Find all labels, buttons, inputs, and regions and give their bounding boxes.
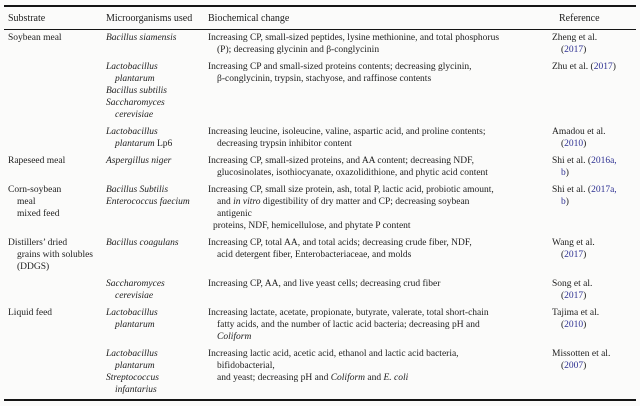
table-row — [4, 182, 636, 235]
text-line — [552, 237, 636, 249]
microorganisms-cell — [106, 305, 208, 346]
text-line — [106, 109, 208, 121]
text-line — [208, 319, 552, 331]
substrate-cell — [4, 59, 106, 124]
text-segment: ) — [583, 250, 587, 260]
text-segment: Rapeseed meal — [8, 156, 66, 166]
text-segment: ( — [561, 291, 565, 301]
text-line — [8, 307, 106, 319]
text-line — [208, 126, 552, 138]
table-header-row — [4, 6, 636, 30]
text-segment: Increasing CP, small size protein, ash, total P, lactic acid, probiotic amount, — [208, 185, 494, 195]
text-line — [552, 348, 636, 360]
substrate-cell — [4, 235, 106, 276]
reference-cell — [552, 305, 636, 346]
text-line — [208, 208, 552, 220]
text-line — [106, 307, 208, 319]
table-row — [4, 30, 636, 60]
text-segment: antigenic — [217, 209, 252, 219]
feed-fermentation-table — [4, 5, 636, 401]
table-row — [4, 59, 636, 124]
text-segment: ( — [561, 139, 565, 149]
citation-link[interactable]: 2010 — [564, 139, 584, 149]
text-segment: proteins, NDF, hemicellulose, and phytate P content — [213, 221, 411, 231]
biochemical-change-cell — [208, 59, 552, 124]
citation-link[interactable]: 2010 — [564, 320, 584, 330]
microorganisms-cell — [106, 124, 208, 153]
text-line — [106, 384, 208, 396]
substrate-cell — [4, 305, 106, 346]
substrate-cell — [4, 276, 106, 305]
text-segment: ) — [583, 291, 587, 301]
text-line — [208, 73, 552, 85]
biochemical-change-cell — [208, 305, 552, 346]
substrate-cell — [4, 153, 106, 182]
text-line — [106, 360, 208, 372]
table-row — [4, 235, 636, 276]
microorganisms-cell — [106, 30, 208, 60]
text-line — [208, 155, 552, 167]
text-segment: Saccharomyces — [106, 279, 165, 289]
text-segment: cerevisiae — [115, 110, 154, 120]
text-segment: Increasing CP, small-sized peptides, lysine methionine, and total phosphorus — [208, 33, 500, 43]
text-segment: Tajima et al. — [552, 308, 600, 318]
text-segment: Soybean meal — [8, 33, 62, 43]
microorganisms-cell — [106, 182, 208, 235]
microorganisms-cell — [106, 235, 208, 276]
citation-link[interactable]: b — [561, 168, 566, 178]
text-line — [8, 208, 106, 220]
citation-link[interactable]: b — [561, 197, 566, 207]
text-segment: Amadou et al. — [552, 127, 606, 137]
text-segment: ) — [583, 139, 587, 149]
reference-cell — [552, 276, 636, 305]
text-segment: Coliform — [217, 332, 252, 342]
text-line — [106, 155, 208, 167]
biochemical-change-cell — [208, 30, 552, 60]
table-row — [4, 346, 636, 400]
text-segment: plantarum — [115, 139, 155, 149]
text-segment: grains with solubles — [17, 250, 93, 260]
text-segment: and — [365, 373, 384, 383]
text-line — [106, 184, 208, 196]
text-segment: (DDGS) — [17, 262, 50, 272]
column-header-biochemical-change: Biochemical change — [208, 6, 552, 30]
text-line — [552, 319, 636, 331]
text-segment: glucosinolates, isothiocyanate, oxazolidithione, and phytic acid content — [217, 168, 488, 178]
text-segment: Liquid feed — [8, 308, 53, 318]
table-row — [4, 153, 636, 182]
text-segment: Bacillus Subtilis — [106, 185, 169, 195]
citation-link[interactable]: 2017a, — [591, 185, 617, 195]
text-segment: fatty acids, and the number of lactic acid bacteria; decreasing pH and — [217, 320, 480, 330]
text-segment: Corn-soybean — [8, 185, 62, 195]
text-segment: Increasing lactic acid, acetic acid, ethanol and lactic acid bacteria, — [208, 349, 459, 359]
text-segment: Increasing CP, small-sized proteins, and AA content; decreasing NDF, — [208, 156, 474, 166]
microorganisms-cell — [106, 346, 208, 400]
text-line — [552, 138, 636, 150]
text-line — [106, 278, 208, 290]
text-line — [208, 138, 552, 150]
text-line — [552, 167, 636, 179]
text-line — [552, 307, 636, 319]
table-row — [4, 124, 636, 153]
reference-cell — [552, 30, 636, 60]
text-segment: Lactobacillus — [106, 308, 158, 318]
text-segment: decreasing trypsin inhibitor content — [217, 139, 352, 149]
text-line — [208, 61, 552, 73]
reference-cell — [552, 153, 636, 182]
text-line — [106, 85, 208, 97]
text-segment: ( — [561, 361, 565, 371]
text-segment: Distillers’ dried — [8, 238, 68, 248]
biochemical-change-cell — [208, 276, 552, 305]
text-segment: ) — [565, 168, 569, 178]
text-line — [552, 32, 636, 44]
text-segment: Lactobacillus — [106, 127, 158, 137]
biochemical-change-cell — [208, 235, 552, 276]
text-line — [208, 167, 552, 179]
text-line — [106, 97, 208, 109]
citation-link[interactable]: 2017 — [564, 291, 584, 301]
text-line — [106, 32, 208, 44]
microorganisms-cell — [106, 276, 208, 305]
text-segment: ) — [583, 361, 587, 371]
text-segment: β-conglycinin, trypsin, stachyose, and raffinose contents — [217, 74, 432, 84]
text-line — [208, 196, 552, 208]
text-segment: ( — [561, 320, 565, 330]
text-line — [106, 61, 208, 73]
text-line — [8, 196, 106, 208]
text-segment: acid detergent fiber, Enterobacteriaceae, and molds — [217, 250, 412, 260]
text-line — [208, 360, 552, 372]
table-body — [4, 30, 636, 401]
text-line — [552, 126, 636, 138]
text-segment: Bacillus subtilis — [106, 86, 167, 96]
text-line — [8, 32, 106, 44]
column-header-substrate: Substrate — [4, 6, 106, 30]
biochemical-change-cell — [208, 346, 552, 400]
text-segment: plantarum — [115, 320, 155, 330]
text-segment: plantarum — [115, 361, 155, 371]
text-segment: Bacillus siamensis — [106, 33, 177, 43]
text-segment: ) — [565, 197, 569, 207]
text-line — [208, 372, 552, 384]
text-segment: and yeast; decreasing pH and — [217, 373, 331, 383]
text-segment: Lactobacillus — [106, 349, 158, 359]
text-segment: Zheng et al. — [552, 33, 598, 43]
substrate-cell — [4, 182, 106, 235]
text-segment: Increasing CP and small-sized proteins contents; decreasing glycinin, — [208, 62, 472, 72]
text-line — [208, 348, 552, 360]
text-segment: cerevisiae — [115, 291, 154, 301]
text-segment: ) — [583, 45, 587, 55]
text-segment: ( — [561, 250, 565, 260]
text-segment: ) — [612, 62, 616, 72]
text-line — [552, 184, 636, 196]
text-segment: (P); decreasing glycinin and β-conglycinin — [217, 45, 380, 55]
text-line — [106, 319, 208, 331]
reference-cell — [552, 346, 636, 400]
text-segment: Aspergillus niger — [106, 156, 172, 166]
text-line — [208, 32, 552, 44]
text-segment: Wang et al. — [552, 238, 595, 248]
text-segment: Bacillus coagulans — [106, 238, 179, 248]
text-line — [106, 372, 208, 384]
text-segment: Missotten et al. — [552, 349, 611, 359]
biochemical-change-cell — [208, 153, 552, 182]
text-line — [552, 290, 636, 302]
text-line — [106, 196, 208, 208]
text-segment: in vitro — [233, 197, 261, 207]
text-segment: Coliform — [330, 373, 366, 383]
reference-cell — [552, 59, 636, 124]
text-line — [552, 61, 636, 73]
microorganisms-cell — [106, 153, 208, 182]
text-line — [208, 220, 552, 232]
text-line — [106, 290, 208, 302]
text-line — [208, 249, 552, 261]
text-line — [552, 155, 636, 167]
column-header-microorganisms: Microorganisms used — [106, 6, 208, 30]
text-line — [106, 126, 208, 138]
text-segment: Saccharomyces — [106, 98, 165, 108]
citation-link[interactable]: 2017 — [564, 45, 584, 55]
text-segment: Song et al. — [552, 279, 593, 289]
biochemical-change-cell — [208, 182, 552, 235]
text-line — [106, 237, 208, 249]
text-segment: plantarum — [115, 74, 155, 84]
citation-link[interactable]: 2017 — [564, 250, 584, 260]
biochemical-change-cell — [208, 124, 552, 153]
citation-link[interactable]: 2016a, — [591, 156, 617, 166]
text-segment: ) — [583, 320, 587, 330]
column-header-reference: Reference — [552, 6, 636, 30]
substrate-cell — [4, 124, 106, 153]
table-row — [4, 276, 636, 305]
text-segment: Lactobacillus — [106, 62, 158, 72]
text-line — [552, 196, 636, 208]
text-line — [208, 278, 552, 290]
text-line — [106, 348, 208, 360]
text-line — [208, 331, 552, 343]
text-line — [208, 307, 552, 319]
reference-cell — [552, 182, 636, 235]
table-row — [4, 305, 636, 346]
text-segment: Zhu et al. ( — [552, 62, 594, 72]
text-segment: Streptococcus — [106, 373, 159, 383]
text-line — [8, 155, 106, 167]
text-line — [8, 261, 106, 273]
microorganisms-cell — [106, 59, 208, 124]
text-segment: infantarius — [115, 385, 157, 395]
text-line — [8, 184, 106, 196]
substrate-cell — [4, 30, 106, 60]
text-segment: Shi et al. ( — [552, 185, 592, 195]
text-segment: ( — [561, 45, 565, 55]
text-line — [208, 184, 552, 196]
citation-link[interactable]: 2017 — [593, 62, 613, 72]
text-segment: meal — [17, 197, 36, 207]
text-line — [552, 278, 636, 290]
text-line — [106, 73, 208, 85]
text-line — [106, 138, 208, 150]
text-segment: digestibility of dry matter and CP; decreasing soybean — [260, 197, 470, 207]
text-segment: bifidobacterial, — [217, 361, 275, 371]
text-line — [552, 360, 636, 372]
text-segment: Increasing CP, total AA, and total acids; decreasing crude fiber, NDF, — [208, 238, 472, 248]
reference-cell — [552, 235, 636, 276]
substrate-cell — [4, 346, 106, 400]
text-line — [552, 44, 636, 56]
text-segment: Increasing leucine, isoleucine, valine, aspartic acid, and proline contents; — [208, 127, 486, 137]
text-segment: Increasing CP, AA, and live yeast cells; decreasing crud fiber — [208, 279, 441, 289]
text-line — [208, 237, 552, 249]
text-segment: and — [217, 197, 234, 207]
citation-link[interactable]: 2007 — [564, 361, 584, 371]
text-segment: Enterococcus faecium — [106, 197, 190, 207]
text-segment: mixed feed — [17, 209, 60, 219]
text-line — [208, 44, 552, 56]
text-line — [552, 249, 636, 261]
text-segment: Lp6 — [154, 139, 173, 149]
text-line — [8, 237, 106, 249]
reference-cell — [552, 124, 636, 153]
text-segment: Shi et al. ( — [552, 156, 592, 166]
text-segment: Increasing lactate, acetate, propionate, butyrate, valerate, total short-chain — [208, 308, 489, 318]
text-segment: E. coli — [383, 373, 409, 383]
text-line — [8, 249, 106, 261]
